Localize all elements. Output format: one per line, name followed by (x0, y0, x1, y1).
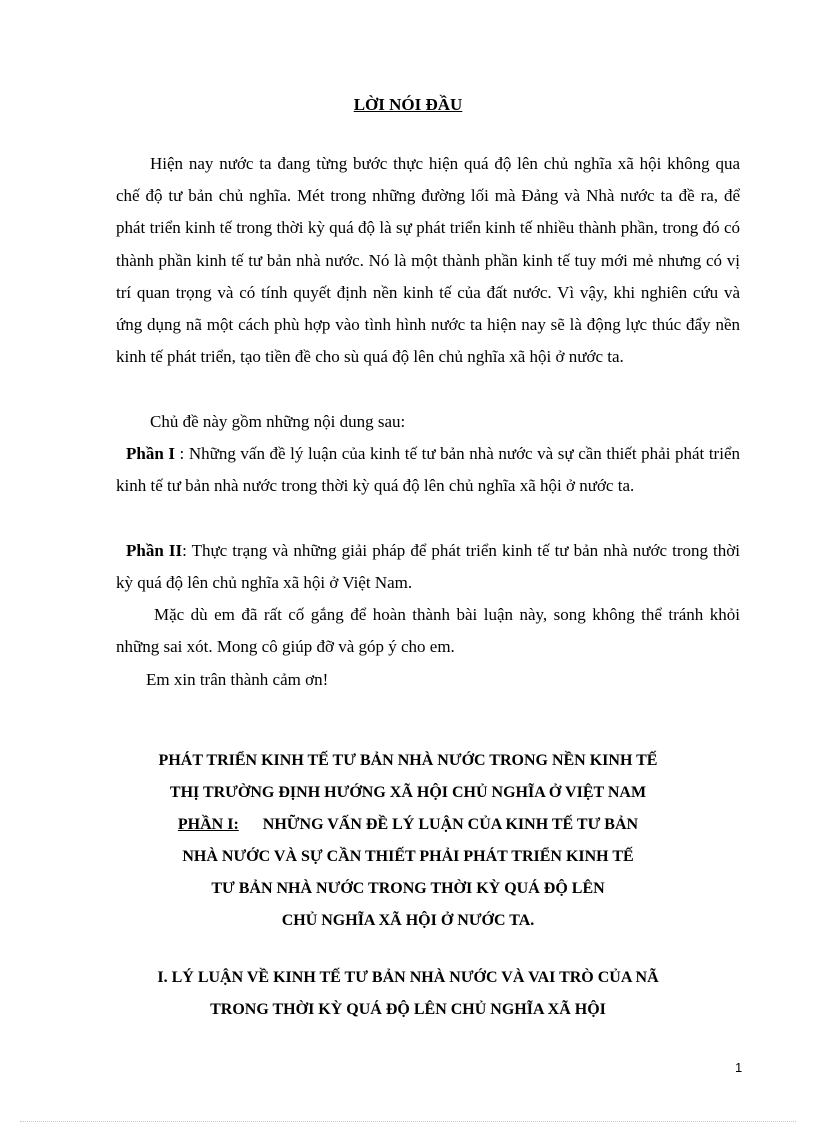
main-title-line-2: THỊ TRƯỜNG ĐỊNH HƯỚNG XÃ HỘI CHỦ NGHĨA Ở VIỆT NAM (169, 784, 647, 801)
intro-text: Hiện nay nước ta đang từng bước thực hiện quá độ lên chủ nghĩa xã hội không qua chế độ tư bản chủ nghĩa. Mét trong những đường lối mà Đảng và Nhà nước ta đề ra, để phát triển kinh tế trong thời kỳ quá độ là sự phát triển kinh tế nhiều thành phần, trong đó có thành phần kinh tế tư bản nhà nước. Nó là một thành phần kinh tế tuy mới mẻ nhưng có vị trí quan trọng và có tính quyết định nền kinh tế của đất nước. Vì vậy, khi nghiên cứu và ứng dụng nã một cách phù hợp vào tình hình nước ta hiện nay sẽ là động lực thúc đẩy nền kinh tế phát triển, tạo tiền đề cho sù quá độ lên chủ nghĩa xã hội ở nước ta. (116, 154, 740, 367)
subsection-line-2: TRONG THỜI KỲ QUÁ ĐỘ LÊN CHỦ NGHĨA XÃ HỘI (210, 1001, 606, 1018)
section-title-4: CHỦ NGHĨA XÃ HỘI Ở NƯỚC TA. (281, 912, 535, 929)
section-title-3: TƯ BẢN NHÀ NƯỚC TRONG THỜI KỲ QUÁ ĐỘ LÊN (211, 880, 605, 897)
section-heading-line-1 (0, 809, 816, 841)
page-title: LỜI NÓI ĐẦU (353, 95, 463, 114)
intro-paragraph (116, 148, 740, 373)
part1-text: : Những vấn đề lý luận của kinh tế tư bản nhà nước và sự cần thiết phải phát triển kinh tế tư bản nhà nước trong thời kỳ quá độ lên chủ nghĩa xã hội ở nước ta. (116, 444, 740, 496)
section-title-2: NHÀ NƯỚC VÀ SỰ CẦN THIẾT PHẢI PHÁT TRIỂN KINH TẾ (182, 848, 634, 865)
closing-paragraph: Mặc dù em đã rất cố gắng để hoàn thành bài luận này, song không thể tránh khỏi những sai xót. Mong cô giúp đỡ và góp ý cho em. (116, 605, 740, 657)
section-title-1: NHỮNG VẤN ĐỀ LÝ LUẬN CỦA KINH TẾ TƯ BẢN (262, 816, 639, 833)
main-title (0, 745, 816, 937)
part2-label: Phần II (126, 541, 183, 560)
subsection-line-1: I. LÝ LUẬN VỀ KINH TẾ TƯ BẢN NHÀ NƯỚC VÀ VAI TRÒ CỦA NÃ (157, 969, 659, 986)
part2-paragraph (116, 535, 740, 599)
page-bottom-divider (20, 1121, 796, 1122)
part2-text: : Thực trạng và những giải pháp để phát triển kinh tế tư bản nhà nước trong thời kỳ quá độ lên chủ nghĩa xã hội ở Việt Nam. (116, 541, 740, 593)
page-number: 1 (735, 1060, 743, 1075)
part1-paragraph (116, 438, 740, 502)
main-title-line-1: PHÁT TRIỂN KINH TẾ TƯ BẢN NHÀ NƯỚC TRONG NỀN KINH TẾ (158, 752, 658, 769)
section-label: PHẦN I: (177, 816, 239, 833)
thanks-line: Em xin trân thành cảm ơn! (146, 670, 329, 689)
contents-intro: Chủ đề này gồm những nội dung sau: (150, 412, 406, 431)
subsection-heading (0, 962, 816, 1026)
part1-label: Phần I (126, 444, 175, 463)
